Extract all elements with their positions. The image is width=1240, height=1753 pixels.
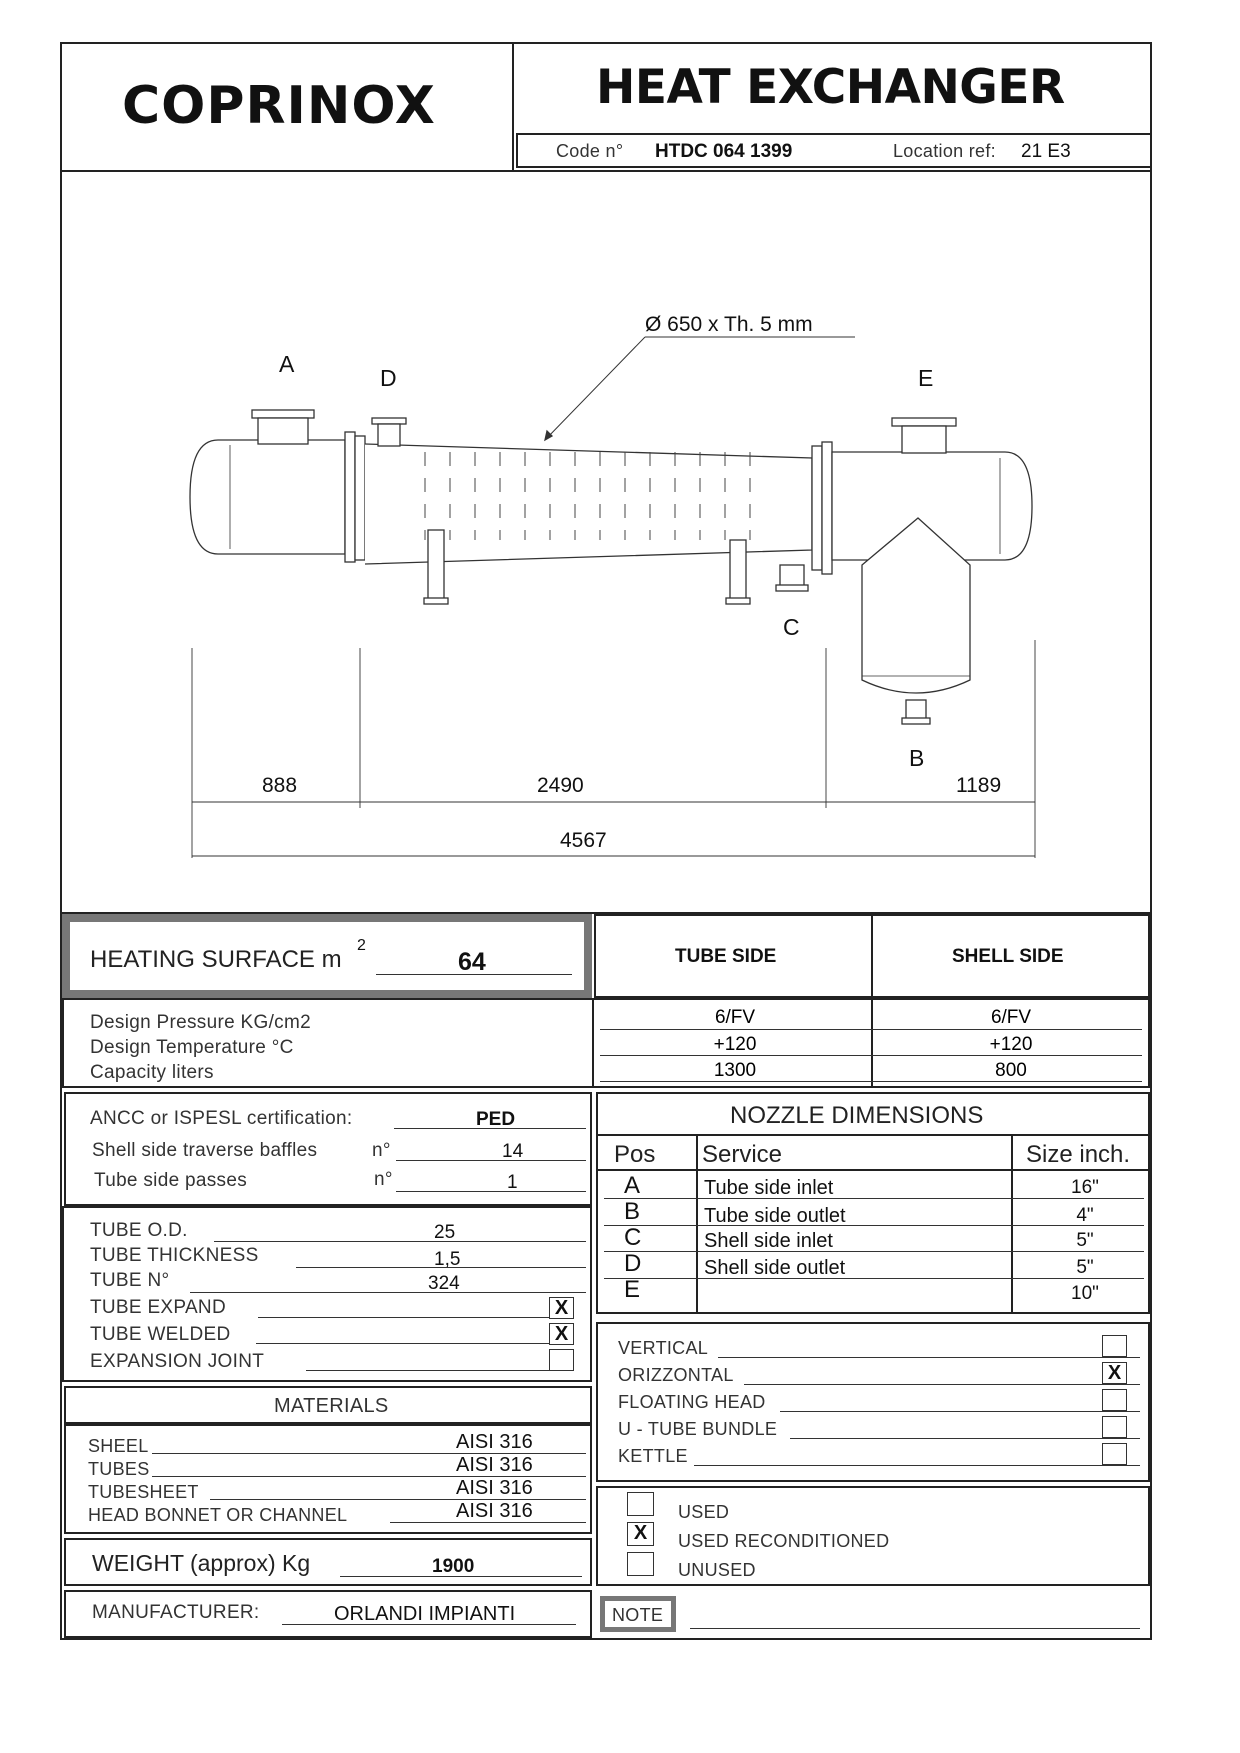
nozzle-row-pos: D	[624, 1250, 642, 1277]
dimension-1189: 1189	[956, 774, 1002, 797]
tube-count-line	[190, 1292, 586, 1293]
condition-used-label: USED	[678, 1502, 730, 1522]
heating-surface-superscript: 2	[357, 937, 366, 954]
nozzle-header-divider	[596, 1169, 1150, 1171]
material-sheel-label: SHEEL	[88, 1436, 149, 1456]
manufacturer-value: ORLANDI IMPIANTI	[334, 1603, 516, 1625]
material-tubesheet-value: AISI 316	[456, 1477, 533, 1499]
design-pressure-label: Design Pressure KG/cm2	[90, 1012, 311, 1033]
design-temperature-label: Design Temperature °C	[90, 1037, 294, 1058]
passes-no: n°	[374, 1169, 393, 1190]
expansion-joint-checkbox[interactable]	[549, 1349, 574, 1371]
tube-expand-checkbox[interactable]: X	[549, 1297, 574, 1319]
nozzle-row-service: Shell side outlet	[704, 1257, 846, 1279]
nozzle-row-line	[604, 1278, 1144, 1279]
nozzle-row-pos: E	[624, 1276, 641, 1303]
shell-temperature-value: +120	[989, 1034, 1033, 1055]
capacity-label: Capacity liters	[90, 1062, 214, 1083]
certification-value: PED	[476, 1109, 516, 1130]
location-value: 21 E3	[1021, 141, 1071, 162]
shell-capacity-value: 800	[995, 1060, 1027, 1081]
material-tubes-label: TUBES	[88, 1459, 150, 1479]
nozzle-col-service: Service	[702, 1141, 783, 1168]
expansion-joint-line	[306, 1370, 550, 1371]
condition-used-reconditioned-checkbox[interactable]: X	[627, 1522, 654, 1546]
type-kettle-label: KETTLE	[618, 1446, 688, 1466]
design-line	[600, 1029, 1142, 1030]
tube-count-value: 324	[428, 1273, 460, 1294]
nozzle-label-d: D	[380, 365, 397, 391]
materials-title: MATERIALS	[274, 1395, 389, 1417]
material-head-label: HEAD BONNET OR CHANNEL	[88, 1505, 348, 1525]
nozzle-col-size: Size inch.	[1026, 1141, 1131, 1168]
nozzle-row-service: Tube side outlet	[704, 1205, 846, 1227]
tube-od-label: TUBE O.D.	[90, 1220, 188, 1241]
tube-temperature-value: +120	[713, 1034, 757, 1055]
condition-used-reconditioned-label: USED RECONDITIONED	[678, 1531, 890, 1551]
nozzle-row-pos: A	[624, 1172, 641, 1199]
material-tubesheet-label: TUBESHEET	[88, 1482, 199, 1502]
nozzle-label-e: E	[918, 365, 934, 391]
passes-label: Tube side passes	[94, 1170, 248, 1191]
baffles-label: Shell side traverse baffles	[92, 1140, 318, 1161]
tube-welded-checkbox[interactable]: X	[549, 1323, 574, 1345]
nozzle-row-service: Tube side inlet	[704, 1177, 834, 1199]
manufacturer-line	[282, 1624, 576, 1625]
type-vertical-line	[718, 1357, 1140, 1358]
heating-surface-label: HEATING SURFACE m	[90, 946, 342, 973]
nozzle-row-line	[604, 1251, 1144, 1252]
document-title: HEAT EXCHANGER	[596, 60, 1065, 115]
nozzle-title-divider	[596, 1134, 1150, 1136]
nozzle-row-size: 5"	[1076, 1257, 1094, 1278]
nozzle-row-size: 10"	[1071, 1283, 1099, 1304]
nozzle-row-line	[604, 1225, 1144, 1226]
tube-count-label: TUBE N°	[90, 1270, 170, 1291]
tube-od-line	[214, 1241, 586, 1242]
passes-line	[396, 1191, 586, 1192]
tube-expand-label: TUBE EXPAND	[90, 1297, 226, 1318]
type-floating-head-label: FLOATING HEAD	[618, 1392, 766, 1412]
tube-pressure-value: 6/FV	[714, 1007, 756, 1028]
material-sheel-value: AISI 316	[456, 1431, 533, 1453]
dimension-888: 888	[262, 774, 298, 797]
nozzle-row-size: 5"	[1076, 1230, 1094, 1251]
tube-thickness-line	[296, 1267, 586, 1268]
nozzle-row-line	[604, 1198, 1144, 1199]
baffles-line	[396, 1160, 586, 1161]
tube-thickness-label: TUBE THICKNESS	[90, 1245, 259, 1266]
material-tubes-value: AISI 316	[456, 1454, 533, 1476]
tube-side-header: TUBE SIDE	[675, 946, 777, 967]
condition-used-checkbox[interactable]	[627, 1492, 654, 1516]
passes-value: 1	[507, 1172, 518, 1193]
nozzle-row-service: Shell side inlet	[704, 1230, 833, 1252]
tube-welded-line	[256, 1343, 550, 1344]
tube-expand-line	[258, 1317, 550, 1318]
nozzle-label-b: B	[909, 745, 925, 771]
type-floating-head-checkbox[interactable]	[1102, 1389, 1127, 1411]
nozzle-label-c: C	[783, 614, 800, 640]
heating-surface-line	[376, 974, 572, 975]
type-kettle-checkbox[interactable]	[1102, 1443, 1127, 1465]
nozzle-row-pos: C	[624, 1224, 642, 1251]
diameter-label: Ø 650 x Th. 5 mm	[645, 313, 813, 336]
nozzle-col-pos: Pos	[614, 1141, 656, 1168]
certification-line	[394, 1128, 586, 1129]
nozzle-row-size: 16"	[1071, 1177, 1099, 1198]
note-label: NOTE	[612, 1605, 664, 1625]
manufacturer-label: MANUFACTURER:	[92, 1602, 260, 1623]
shell-side-header: SHELL SIDE	[952, 946, 1064, 967]
nozzle-row-pos: B	[624, 1198, 641, 1225]
baffles-no: n°	[372, 1140, 391, 1161]
certification-label: ANCC or ISPESL certification:	[90, 1108, 353, 1129]
type-u-tube-checkbox[interactable]	[1102, 1416, 1127, 1438]
type-vertical-label: VERTICAL	[618, 1338, 709, 1358]
type-kettle-line	[694, 1465, 1140, 1466]
type-u-tube-label: U - TUBE BUNDLE	[618, 1419, 778, 1439]
material-head-line	[390, 1522, 586, 1523]
condition-unused-label: UNUSED	[678, 1560, 756, 1580]
code-label: Code n°	[556, 141, 624, 161]
nozzle-table-title: NOZZLE DIMENSIONS	[730, 1102, 984, 1129]
type-vertical-checkbox[interactable]	[1102, 1335, 1127, 1357]
weight-line	[340, 1576, 582, 1577]
location-label: Location ref:	[893, 141, 996, 161]
heating-surface-value: 64	[458, 948, 486, 976]
tube-od-value: 25	[434, 1222, 456, 1243]
baffles-value: 14	[502, 1141, 524, 1162]
design-line	[600, 1081, 1142, 1082]
type-orizzontal-checkbox[interactable]: X	[1102, 1362, 1127, 1384]
type-orizzontal-line	[744, 1384, 1140, 1385]
weight-value: 1900	[432, 1556, 475, 1577]
tube-welded-label: TUBE WELDED	[90, 1324, 231, 1345]
material-head-value: AISI 316	[456, 1500, 533, 1522]
shell-pressure-value: 6/FV	[990, 1007, 1032, 1028]
type-floating-head-line	[780, 1411, 1140, 1412]
code-value: HTDC 064 1399	[655, 141, 793, 162]
type-u-tube-line	[790, 1438, 1140, 1439]
dimension-2490: 2490	[537, 774, 584, 797]
type-orizzontal-label: ORIZZONTAL	[618, 1365, 734, 1385]
condition-unused-checkbox[interactable]	[627, 1552, 654, 1576]
company-logo: COPRINOX	[122, 76, 436, 136]
nozzle-label-a: A	[279, 351, 295, 377]
nozzle-row-size: 4"	[1076, 1205, 1094, 1226]
tube-capacity-value: 1300	[713, 1060, 757, 1081]
tube-thickness-value: 1,5	[434, 1249, 461, 1270]
weight-label: WEIGHT (approx) Kg	[92, 1550, 311, 1576]
note-line	[690, 1628, 1140, 1629]
design-line	[600, 1055, 1142, 1056]
expansion-joint-label: EXPANSION JOINT	[90, 1351, 265, 1372]
dimension-total: 4567	[560, 829, 607, 852]
